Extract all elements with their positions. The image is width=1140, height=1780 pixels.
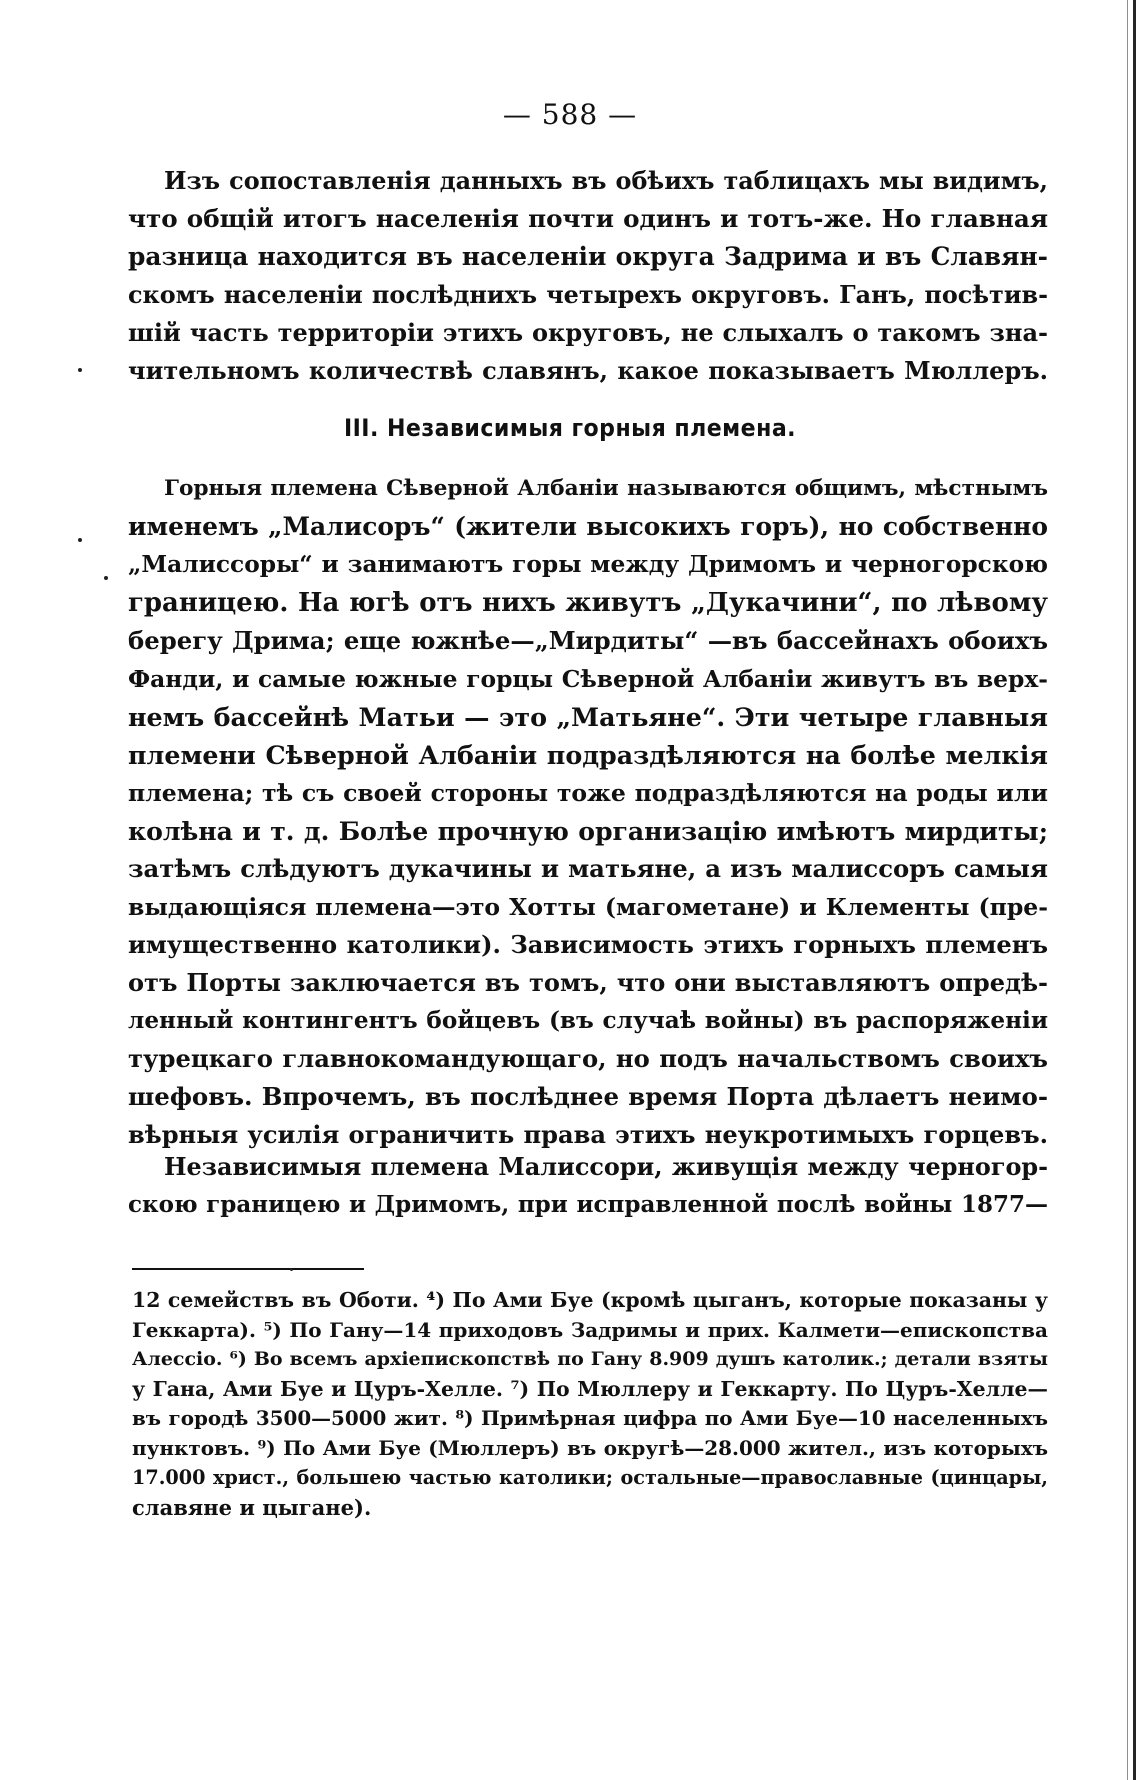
paragraph-line: отъ Порты заключается въ томъ, что они выставляютъ опредѣ-: [128, 968, 1048, 997]
paragraph-line: Фанди, и самые южные горцы Сѣверной Албаніи живутъ въ верх-: [128, 665, 1048, 693]
paragraph-line: скомъ населеніи послѣднихъ четырехъ округовъ. Ганъ, посѣтив-: [128, 281, 1048, 309]
section-heading: III. Независимыя горныя племена.: [343, 414, 797, 442]
paragraph-line: Независимыя племена Малиссори, живущія между черногор-: [164, 1153, 1048, 1181]
footnote-line: 17.000 христ., большею частью католики; остальные—православные (цинцары,: [132, 1466, 1048, 1489]
paragraph-line: турецкаго главнокомандующаго, но подъ начальствомъ своихъ: [128, 1044, 1048, 1073]
paragraph-line: имущественно католики). Зависимость этихъ горныхъ племенъ: [128, 930, 1048, 959]
footnote-line: Геккарта). ⁵) По Гану—14 приходовъ Задримы и прих. Калмети—епископства: [132, 1317, 1048, 1342]
footnotes: [132, 1286, 1048, 1522]
paragraph-line: немъ бассейнѣ Матьи — это „Матьяне“. Эти четыре главныя: [128, 702, 1048, 732]
print-speck: [78, 368, 82, 372]
footnote-line: въ городѣ 3500—5000 жит. ⁸) Примѣрная цифра по Ами Буе—10 населенныхъ: [132, 1406, 1048, 1430]
paragraph-line: ленный контингентъ бойцевъ (въ случаѣ войны) въ распоряженіи: [128, 1007, 1048, 1034]
paragraph-line: затѣмъ слѣдуютъ дукачины и матьяне, а изъ малиссоръ самыя: [128, 854, 1048, 883]
page-edge-shadow: [1127, 0, 1128, 1780]
paragraph-line: Изъ сопоставленія данныхъ въ обѣихъ таблицахъ мы видимъ,: [164, 167, 1048, 195]
footnote-divider: [132, 1268, 364, 1270]
paragraph-line: шефовъ. Впрочемъ, въ послѣднее время Порта дѣлаетъ неимо-: [128, 1082, 1048, 1111]
print-speck: [290, 1268, 293, 1271]
page-number: — 588 —: [502, 98, 638, 131]
paragraph-line: вѣрныя усилія ограничить права этихъ неукротимыхъ горцевъ.: [128, 1120, 1048, 1149]
print-speck: [78, 538, 82, 542]
paragraph-line: именемъ „Малисоръ“ (жители высокихъ горъ), но собственно: [128, 512, 1048, 541]
paragraph-line: Горныя племена Сѣверной Албаніи называются общимъ, мѣстнымъ: [164, 476, 1048, 501]
paragraph-line: берегу Дрима; еще южнѣе—„Мирдиты“ —въ бассейнахъ обоихъ: [128, 626, 1048, 655]
paragraph-line: границею. На югѣ отъ нихъ живутъ „Дукачини“, по лѣвому: [128, 588, 1048, 618]
footnote-line: пунктовъ. ⁹) По Ами Буе (Мюллеръ) въ округѣ—28.000 жител., изъ которыхъ: [132, 1435, 1048, 1460]
paragraph-line: чительномъ количествѣ славянъ, какое показываетъ Мюллеръ.: [128, 356, 1048, 385]
paragraph-2: [128, 470, 1048, 1154]
paragraph-line: скою границею и Дримомъ, при исправленной послѣ войны 1877—: [128, 1191, 1048, 1218]
paragraph-line: выдающіяся племена—это Хотты (магометане) и Клементы (пре-: [128, 893, 1048, 921]
footnote-line: 12 семействъ въ Оботи. ⁴) По Ами Буе (кромѣ цыганъ, которые показаны у: [132, 1288, 1048, 1312]
paragraph-line: что общій итогъ населенія почти одинъ и тотъ-же. Но главная: [128, 204, 1048, 233]
paragraph-line: разница находится въ населеніи округа Задрима и въ Славян-: [128, 242, 1048, 271]
paragraph-line: племена; тѣ съ своей стороны тоже подраздѣляются на роды или: [128, 779, 1048, 807]
paragraph-line: племени Сѣверной Албаніи подраздѣляются на болѣе мелкія: [128, 740, 1048, 770]
footnote-line: у Гана, Ами Буе и Цуръ-Хелле. ⁷) По Мюллеру и Геккарту. По Цуръ-Хелле—: [132, 1376, 1048, 1401]
paragraph-1: [128, 162, 1048, 390]
paragraph-3: [128, 1148, 1048, 1224]
footnote-line: славяне и цыгане).: [132, 1494, 372, 1520]
paragraph-line: „Малиссоры“ и занимаютъ горы между Дримомъ и черногорскою: [128, 551, 1048, 578]
paragraph-line: колѣна и т. д. Болѣе прочную организацію имѣютъ мирдиты;: [128, 816, 1048, 846]
footnote-line: Алессіо. ⁶) Во всемъ архіепископствѣ по Гану 8.909 душъ католик.; детали взяты: [132, 1348, 1048, 1370]
page-edge-line: [1133, 0, 1136, 1780]
paragraph-line: шій часть территоріи этихъ округовъ, не слыхалъ о такомъ зна-: [128, 318, 1048, 347]
print-speck: [104, 576, 108, 580]
